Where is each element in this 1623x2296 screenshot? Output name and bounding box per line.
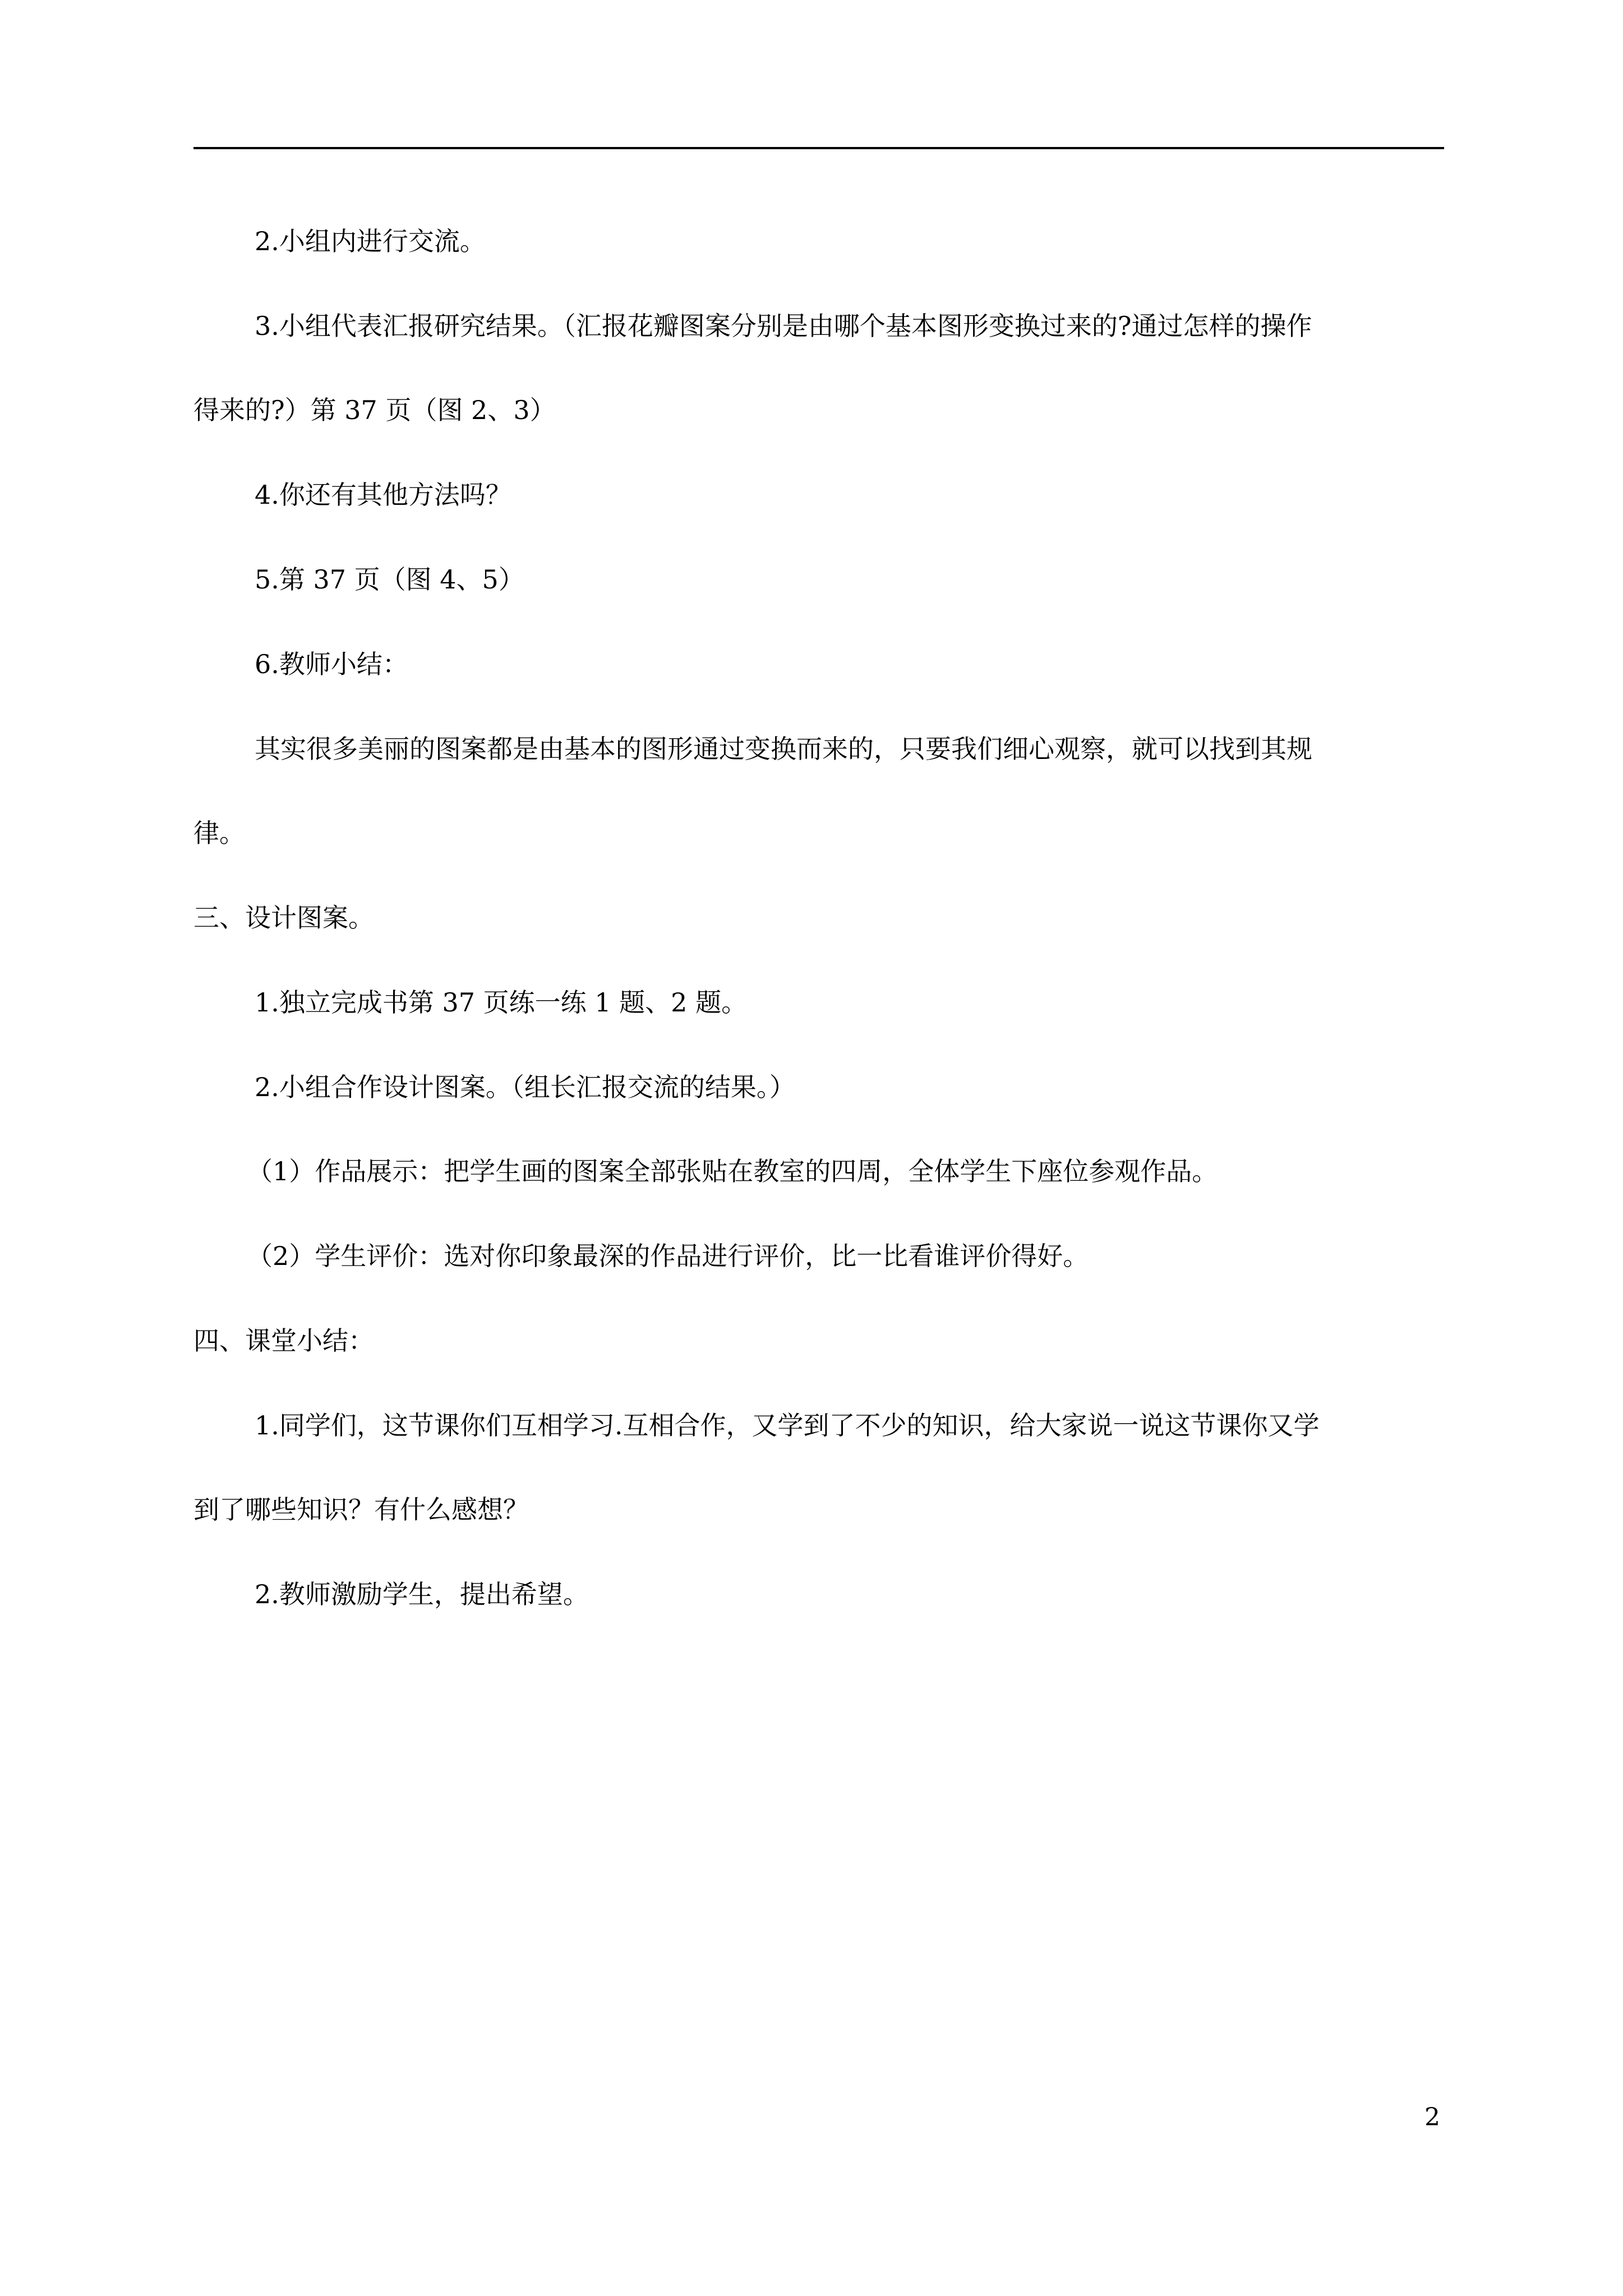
text-line: 到了哪些知识？有什么感想？ xyxy=(193,1494,529,1525)
text-line: 4.你还有其他方法吗？ xyxy=(255,480,511,510)
section-heading: 四、课堂小结： xyxy=(193,1326,374,1356)
text-line: （1）作品展示：把学生画的图案全部张贴在教室的四周，全体学生下座位参观作品。 xyxy=(247,1156,1218,1186)
text-line: 2.小组内进行交流。 xyxy=(255,226,486,256)
header-rule xyxy=(193,147,1444,149)
text-line: 3.小组代表汇报研究结果。（汇报花瓣图案分别是由哪个基本图形变换过来的?通过怎样的操作 xyxy=(255,311,1312,341)
text-line: （2）学生评价：选对你印象最深的作品进行评价，比一比看谁评价得好。 xyxy=(247,1241,1089,1271)
text-line: 1.独立完成书第 37 页练一练 1 题、2 题。 xyxy=(255,987,748,1018)
section-heading: 三、设计图案。 xyxy=(193,903,374,933)
text-line: 6.教师小结： xyxy=(255,649,408,679)
text-line: 2.教师激励学生，提出希望。 xyxy=(255,1579,589,1609)
text-line: 1.同学们，这节课你们互相学习.互相合作，又学到了不少的知识，给大家说一说这节课你又学 xyxy=(255,1410,1320,1441)
page-number: 2 xyxy=(1424,2103,1440,2132)
text-line: 5.第 37 页（图 4、5） xyxy=(255,564,524,595)
text-line: 得来的?）第 37 页（图 2、3） xyxy=(193,395,556,425)
text-line: 其实很多美丽的图案都是由基本的图形通过变换而来的，只要我们细心观察，就可以找到其规 xyxy=(255,734,1312,764)
text-line: 律。 xyxy=(193,818,245,848)
text-line: 2.小组合作设计图案。（组长汇报交流的结果。） xyxy=(255,1072,795,1102)
